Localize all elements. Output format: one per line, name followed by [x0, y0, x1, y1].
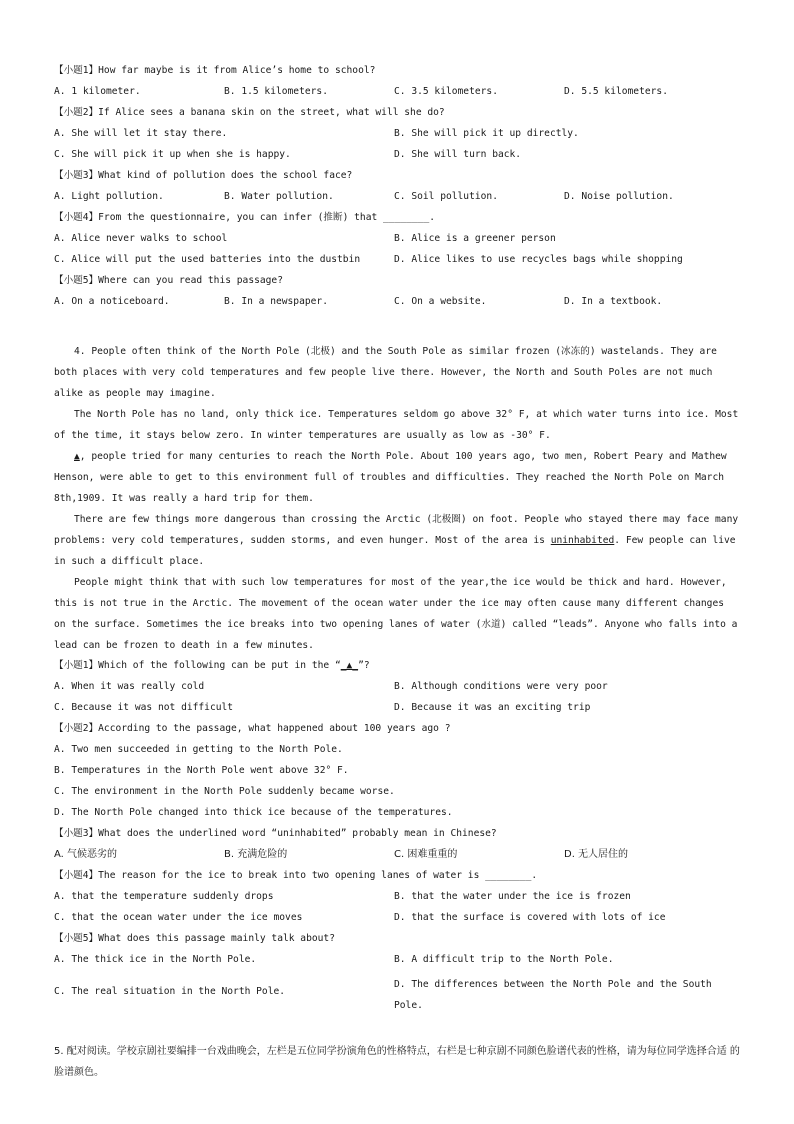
p4-q3-option-b: B. 充满危险的 — [224, 849, 288, 860]
p4-q1-option-d: D. Because it was an exciting trip — [394, 702, 591, 713]
p3-q2-option-c: C. She will pick it up when she is happy. — [54, 149, 291, 160]
p4-q3-stem: 【小题3】What does the underlined word “uninhabited” probably mean in Chinese? — [54, 828, 497, 839]
p4-q1-stem — [54, 659, 370, 672]
p3-q1-stem: 【小题1】How far maybe is it from Alice’s home to school? — [54, 65, 376, 76]
p3-q5-option-a: A. On a noticeboard. — [54, 296, 170, 307]
p4-paragraph-1: 4. People often think of the North Pole (北极) and the South Pole as similar frozen (冰冻的) wastelands. They are both places with very cold temperatures and few people live there. However, the North and South Poles are not much alike as people may imagine. — [54, 346, 717, 399]
p4-q4-option-c: C. that the ocean water under the ice moves — [54, 912, 303, 923]
p4-q2-option-d: D. The North Pole changed into thick ice because of the temperatures. — [54, 807, 453, 818]
p3-q4-option-b: B. Alice is a greener person — [394, 233, 556, 244]
p4-q5-stem: 【小题5】What does this passage mainly talk about? — [54, 933, 335, 944]
p3-q3-option-c: C. Soil pollution. — [394, 191, 498, 202]
p4-q4-option-b: B. that the water under the ice is frozen — [394, 891, 631, 902]
p3-q1-option-a: A. 1 kilometer. — [54, 86, 141, 97]
p4-paragraph-4-pre: There are few things more dangerous than crossing the Arctic (北极圈) on foot. People who stayed there may face many problems: very cold temperatures, sudden storms, and even hunger. Most of the area is — [54, 514, 739, 546]
p4-q1-option-c: C. Because it was not difficult — [54, 702, 234, 713]
p3-q5-option-c: C. On a website. — [394, 296, 487, 307]
p3-q5-option-b: B. In a newspaper. — [224, 296, 328, 307]
p3-q5-option-d: D. In a textbook. — [564, 296, 663, 307]
p4-q3-option-c: C. 困难重重的 — [394, 849, 458, 860]
p4-q3-option-d: D. 无人居住的 — [564, 849, 629, 860]
p3-q1-option-c: C. 3.5 kilometers. — [394, 86, 498, 97]
p4-q4-option-d: D. that the surface is covered with lots of ice — [394, 912, 666, 923]
p5-instructions: 5. 配对阅读。学校京剧社要编排一台戏曲晚会，左栏是五位同学扮演角色的性格特点，右栏是七种京剧不同颜色脸谱代表的性格，请为每位同学选择合适 的脸谱颜色。 — [54, 1046, 740, 1078]
p3-q4-option-a: A. Alice never walks to school — [54, 233, 228, 244]
p4-q4-option-a: A. that the temperature suddenly drops — [54, 891, 274, 902]
underlined-word: uninhabited — [550, 535, 615, 546]
p4-paragraph-3-text: , people tried for many centuries to reach the North Pole. About 100 years ago, two men, Robert Peary and Mathew Henson, were able to get to this environment full of troubles and difficulties. They reached the North Pole on March 8th,1909. It was really a hard trip for them. — [54, 451, 727, 504]
p3-q2-option-d: D. She will turn back. — [394, 149, 522, 160]
p3-q1-option-d: D. 5.5 kilometers. — [564, 86, 668, 97]
p4-q5-option-a: A. The thick ice in the North Pole. — [54, 954, 257, 965]
p3-q3-option-b: B. Water pollution. — [224, 191, 334, 202]
p4-paragraph-4 — [54, 509, 740, 572]
p4-paragraph-2: The North Pole has no land, only thick ice. Temperatures seldom go above 32° F, at which water turns into ice. Most of the time, it stays below zero. In winter temperatures are usually as low as -30° F. — [54, 409, 739, 441]
p4-q1-blank-mark: _▲_ — [340, 660, 359, 671]
p4-paragraph-4-post: . Few people can live in such a difficult place. — [54, 535, 736, 567]
p4-q5-option-c: C. The real situation in the North Pole. — [54, 986, 286, 997]
p4-q5-option-b: B. A difficult trip to the North Pole. — [394, 954, 614, 965]
p3-q5-stem: 【小题5】Where can you read this passage? — [54, 275, 283, 286]
p4-q2-stem: 【小题2】According to the passage, what happened about 100 years ago ? — [54, 723, 451, 734]
p4-q2-option-b: B. Temperatures in the North Pole went above 32° F. — [54, 765, 349, 776]
p3-q3-option-a: A. Light pollution. — [54, 191, 164, 202]
p4-paragraph-5: People might think that with such low temperatures for most of the year,the ice would be thick and hard. However, this is not true in the Arctic. The movement of the ocean water under the ice may often cause many different changes on the surface. Sometimes the ice breaks into two opening lanes of water (水道) called “leads”. Anyone who falls into a lead can be frozen to death in a few minutes. — [54, 577, 738, 651]
p3-q4-option-c: C. Alice will put the used batteries into the dustbin — [54, 254, 361, 265]
p4-q1-stem-pre: 【小题1】Which of the following can be put in the “ — [54, 660, 341, 671]
p4-q5-option-d: D. The differences between the North Pole and the South Pole. — [394, 979, 712, 1011]
p3-q2-option-a: A. She will let it stay there. — [54, 128, 228, 139]
p3-q3-stem: 【小题3】What kind of pollution does the school face? — [54, 170, 353, 181]
p4-q1-option-b: B. Although conditions were very poor — [394, 681, 608, 692]
p4-q2-option-c: C. The environment in the North Pole suddenly became worse. — [54, 786, 395, 797]
p4-q3-option-a: A. 气候恶劣的 — [54, 849, 118, 860]
p4-q2-option-a: A. Two men succeeded in getting to the North Pole. — [54, 744, 343, 755]
p3-q3-option-d: D. Noise pollution. — [564, 191, 674, 202]
blank-marker: ▲ — [74, 451, 80, 462]
p4-q1-stem-post: ”? — [358, 660, 370, 671]
p3-q1-option-b: B. 1.5 kilometers. — [224, 86, 328, 97]
p3-q4-option-d: D. Alice likes to use recycles bags while shopping — [394, 254, 683, 265]
p4-q1-option-a: A. When it was really cold — [54, 681, 205, 692]
p4-q4-stem: 【小题4】The reason for the ice to break into two opening lanes of water is ________. — [54, 870, 538, 881]
p3-q2-option-b: B. She will pick it up directly. — [394, 128, 579, 139]
p4-paragraph-3 — [54, 446, 740, 509]
p3-q4-stem: 【小题4】From the questionnaire, you can infer (推断) that ________. — [54, 212, 436, 223]
p3-q2-stem: 【小题2】If Alice sees a banana skin on the street, what will she do? — [54, 107, 445, 118]
